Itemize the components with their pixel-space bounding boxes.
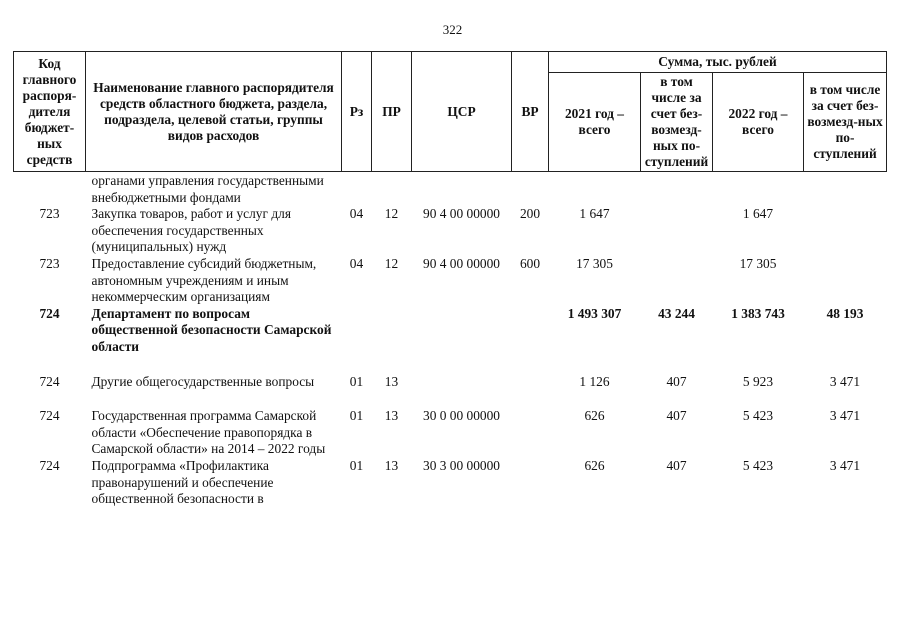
cell-2021-total: 626	[584, 408, 605, 424]
cell-code: 724	[39, 305, 60, 321]
cell-vr	[512, 306, 549, 374]
cell-vr: 200	[519, 206, 541, 222]
cell-2022-bezv: 48 193	[826, 305, 864, 321]
cell-2022-total: 1 383 743	[731, 305, 785, 321]
cell-code: 723	[39, 255, 60, 271]
cell-2021-bezv: 407	[666, 408, 687, 424]
cell-2021-bezv: 407	[666, 457, 687, 473]
cell-code: 724	[39, 408, 60, 424]
cell-name: Государственная программа Самарской области «Обеспечение правопорядка в Самарской области» на 2014 – 2022 годы	[91, 408, 326, 457]
cell-2022-total: 5 423	[742, 457, 774, 473]
cell-pr: 13	[384, 373, 399, 389]
table-body	[14, 172, 887, 508]
cell-pr: 12	[384, 206, 399, 222]
cell-2021-total: 1 493 307	[567, 305, 622, 321]
cell-code: 723	[39, 206, 60, 222]
header-pr: ПР	[372, 52, 412, 172]
cell-2021-bezv	[641, 172, 713, 207]
cell-name: Закупка товаров, работ и услуг для обеспечения государственных (муниципальных) нужд	[91, 206, 291, 255]
cell-2022-bezv: 3 471	[829, 373, 861, 389]
cell-2022-total: 5 423	[742, 408, 774, 424]
cell-2022-total	[713, 172, 804, 207]
table-row	[14, 408, 887, 458]
cell-name: Другие общегосударственные вопросы	[91, 373, 315, 389]
header-2022-bezv: в том числе за счет без-возмезд-ных по-ступлений	[804, 73, 887, 172]
cell-csr: 90 4 00 00000	[423, 255, 500, 271]
cell-2021-total: 1 126	[579, 373, 610, 389]
budget-table	[13, 51, 887, 508]
cell-rz: 01	[349, 373, 364, 389]
cell-pr: 13	[384, 457, 399, 473]
table-row	[14, 206, 887, 256]
cell-rz: 01	[349, 408, 364, 424]
cell-csr: 30 3 00 00000	[423, 457, 500, 473]
header-sum: Сумма, тыс. рублей	[549, 52, 887, 73]
table-row	[14, 256, 887, 306]
cell-vr: 600	[519, 255, 541, 271]
cell-csr	[412, 374, 512, 409]
cell-code: 724	[39, 373, 60, 389]
header-2021-bezv: в том числе за счет без-возмезд-ных по-ступлений	[641, 73, 713, 172]
cell-2021-bezv	[641, 206, 713, 256]
cell-2022-total: 5 923	[742, 373, 774, 389]
cell-2022-bezv: 3 471	[829, 408, 861, 424]
cell-vr	[512, 172, 549, 207]
cell-2022-total: 17 305	[739, 255, 777, 271]
cell-vr	[512, 374, 549, 409]
cell-rz: 01	[349, 457, 364, 473]
cell-rz: 04	[349, 206, 364, 222]
cell-2022-bezv	[804, 206, 887, 256]
cell-2021-bezv	[641, 256, 713, 306]
cell-vr	[512, 408, 549, 458]
cell-pr: 13	[384, 408, 399, 424]
table-row	[14, 306, 887, 374]
cell-csr	[412, 306, 512, 374]
cell-csr: 90 4 00 00000	[423, 206, 500, 222]
header-2022-total: 2022 год – всего	[713, 73, 804, 172]
cell-2022-bezv	[804, 172, 887, 207]
table-row	[14, 374, 887, 409]
header-csr: ЦСР	[412, 52, 512, 172]
cell-csr	[412, 172, 512, 207]
header-code: Код главного распоря-дителя бюджет-ных средств	[14, 52, 86, 172]
cell-code	[14, 172, 86, 207]
cell-name: органами управления государственными внебюджетными фондами	[91, 173, 324, 205]
cell-code: 724	[39, 457, 60, 473]
table-row	[14, 458, 887, 508]
cell-name: Департамент по вопросам общественной безопасности Самарской области	[91, 305, 332, 354]
header-rz: Рз	[342, 52, 372, 172]
cell-2022-bezv	[804, 256, 887, 306]
cell-2022-total: 1 647	[742, 206, 774, 222]
cell-2021-total: 626	[584, 457, 605, 473]
table-header	[14, 52, 887, 172]
cell-rz: 04	[349, 255, 364, 271]
table-row	[14, 172, 887, 207]
header-2021-total: 2021 год – всего	[549, 73, 641, 172]
cell-vr	[512, 458, 549, 508]
cell-pr	[372, 306, 412, 374]
cell-pr: 12	[384, 255, 399, 271]
cell-2021-total	[549, 172, 641, 207]
page-number: 322	[442, 22, 463, 37]
cell-name: Предоставление субсидий бюджетным, автономным учреждениям и иным некоммерческим организациям	[91, 255, 317, 305]
cell-2021-bezv: 43 244	[658, 305, 695, 321]
cell-rz	[342, 172, 372, 207]
cell-2021-total: 17 305	[576, 255, 613, 271]
header-vr: ВР	[512, 52, 549, 172]
cell-pr	[372, 172, 412, 207]
cell-2021-bezv: 407	[666, 373, 687, 389]
cell-2021-total: 1 647	[579, 206, 610, 222]
cell-2022-bezv: 3 471	[829, 457, 861, 473]
cell-csr: 30 0 00 00000	[423, 408, 500, 424]
header-name: Наименование главного распорядителя средств областного бюджета, раздела, подраздела, целевой статьи, группы видов расходов	[86, 52, 342, 172]
cell-name: Подпрограмма «Профилактика правонарушений и обеспечение общественной безопасности в	[91, 457, 274, 507]
cell-rz	[342, 306, 372, 374]
